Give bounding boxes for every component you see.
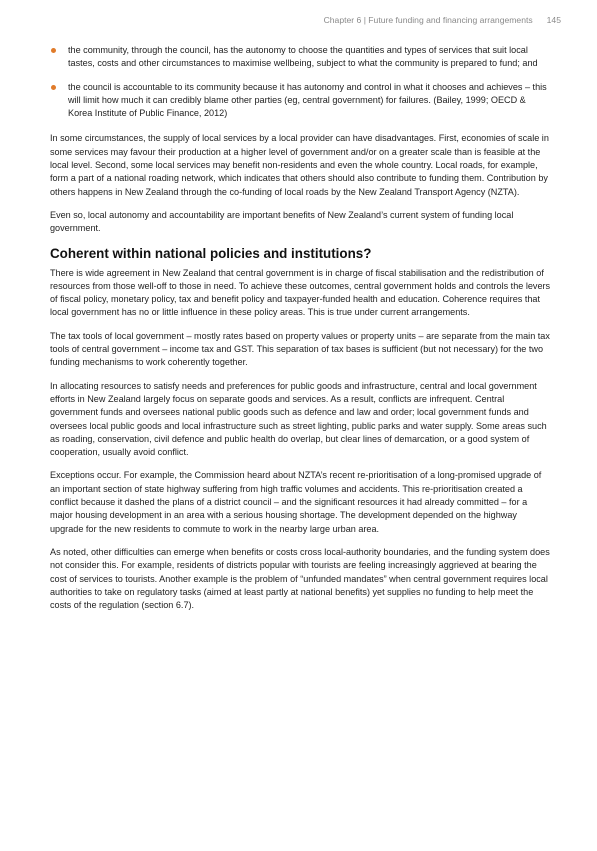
page-number: 145 [546,15,561,25]
bullet-item [50,44,551,71]
bullet-item [50,81,551,121]
body-paragraph: In some circumstances, the supply of local services by a local provider can have disadvantages. First, economies of scale in some services may favour their production at a higher level of government and/or on a greater scale than is feasible at the local level. Second, some local services may benefit non-residents and even the whole country. Local roads, for example, form a part of a national roading network, which indicates that others should also contribute to funding them. Contribution by others happens in New Zealand through the co-funding of local roads by the New Zealand Transport Agency (NZTA). [50,133,549,197]
body-paragraph: Even so, local autonomy and accountability are important benefits of New Zealand’s current system of funding local government. [50,209,514,234]
page-body [50,44,551,622]
body-paragraph: As noted, other difficulties can emerge when benefits or costs cross local-authority boundaries, and the funding system does not consider this. For example, residents of districts popular with tourists are feeling increasingly aggrieved at bearing the cost of services to tourists. Another example is the problem of “unfunded mandates” when central government requires local authorities to take on regulatory tasks (aimed at least partly at national benefits) yet supplies no funding to help meet the costs of the regulation (section 6.7). [50,546,550,611]
body-paragraph: In allocating resources to satisfy needs and preferences for public goods and infrastructure, central and local government efforts in New Zealand largely focus on separate goods and services. As a result, conflicts are infrequent. Central government funds and oversees national public goods such as defence and law and order; local government funds and oversees local public goods and local infrastructure such as street lighting, public parks and water supply. Some areas such as roading, conservation, civil defence and public health do overlap, but clear lines of demarcation, or a good system of cooperation, usually avoid conflict. [50,380,547,458]
bullet-dot-icon [51,48,56,53]
bullet-list [50,44,551,120]
bullet-text: the council is accountable to its community because it has autonomy and control in what it chooses and achieves – this will limit how much it can credibly blame other parties (eg, central government) for failures. (Bailey, 1999; OECD & Korea Institute of Public Finance, 2012) [68,81,547,119]
body-paragraph: The tax tools of local government – mostly rates based on property values or property units – are separate from the main tax tools of central government – income tax and GST. This separation of tax bases is sufficient (but not necessary) for the two funding mechanisms to work coherently together. [50,330,550,368]
body-paragraph: There is wide agreement in New Zealand that central government is in charge of fiscal stabilisation and the redistribution of resources from those well-off to those in need. To achieve these outcomes, central government holds and controls the levers of fiscal policy, monetary policy, tax and benefit policy and taxpayer-funded health and education. Coherence requires that local government has no or little influence in these policy areas. This is true under current arrangements. [50,267,551,318]
running-title: Chapter 6 | Future funding and financing arrangements [323,15,533,25]
section-heading: Coherent within national policies and institutions? [50,245,372,261]
bullet-text: the community, through the council, has the autonomy to choose the quantities and types of services that suit local tastes, costs and other circumstances to maximise wellbeing, subject to what the community is prepared to fund; and [68,45,538,69]
bullet-dot-icon [51,85,56,90]
running-header [324,15,561,25]
body-paragraph: Exceptions occur. For example, the Commission heard about NZTA’s recent re-prioritisation of a long-promised upgrade of an important section of state highway suffering from high traffic volumes and accidents. This re-prioritisation created a conflict because it dashed the plans of a district council – and the significant resources it had already committed – for a major housing development in an area with a serious housing shortage. The development depended on the highway upgrade for the new residents to commute to work in the nearby large urban area. [50,470,542,534]
